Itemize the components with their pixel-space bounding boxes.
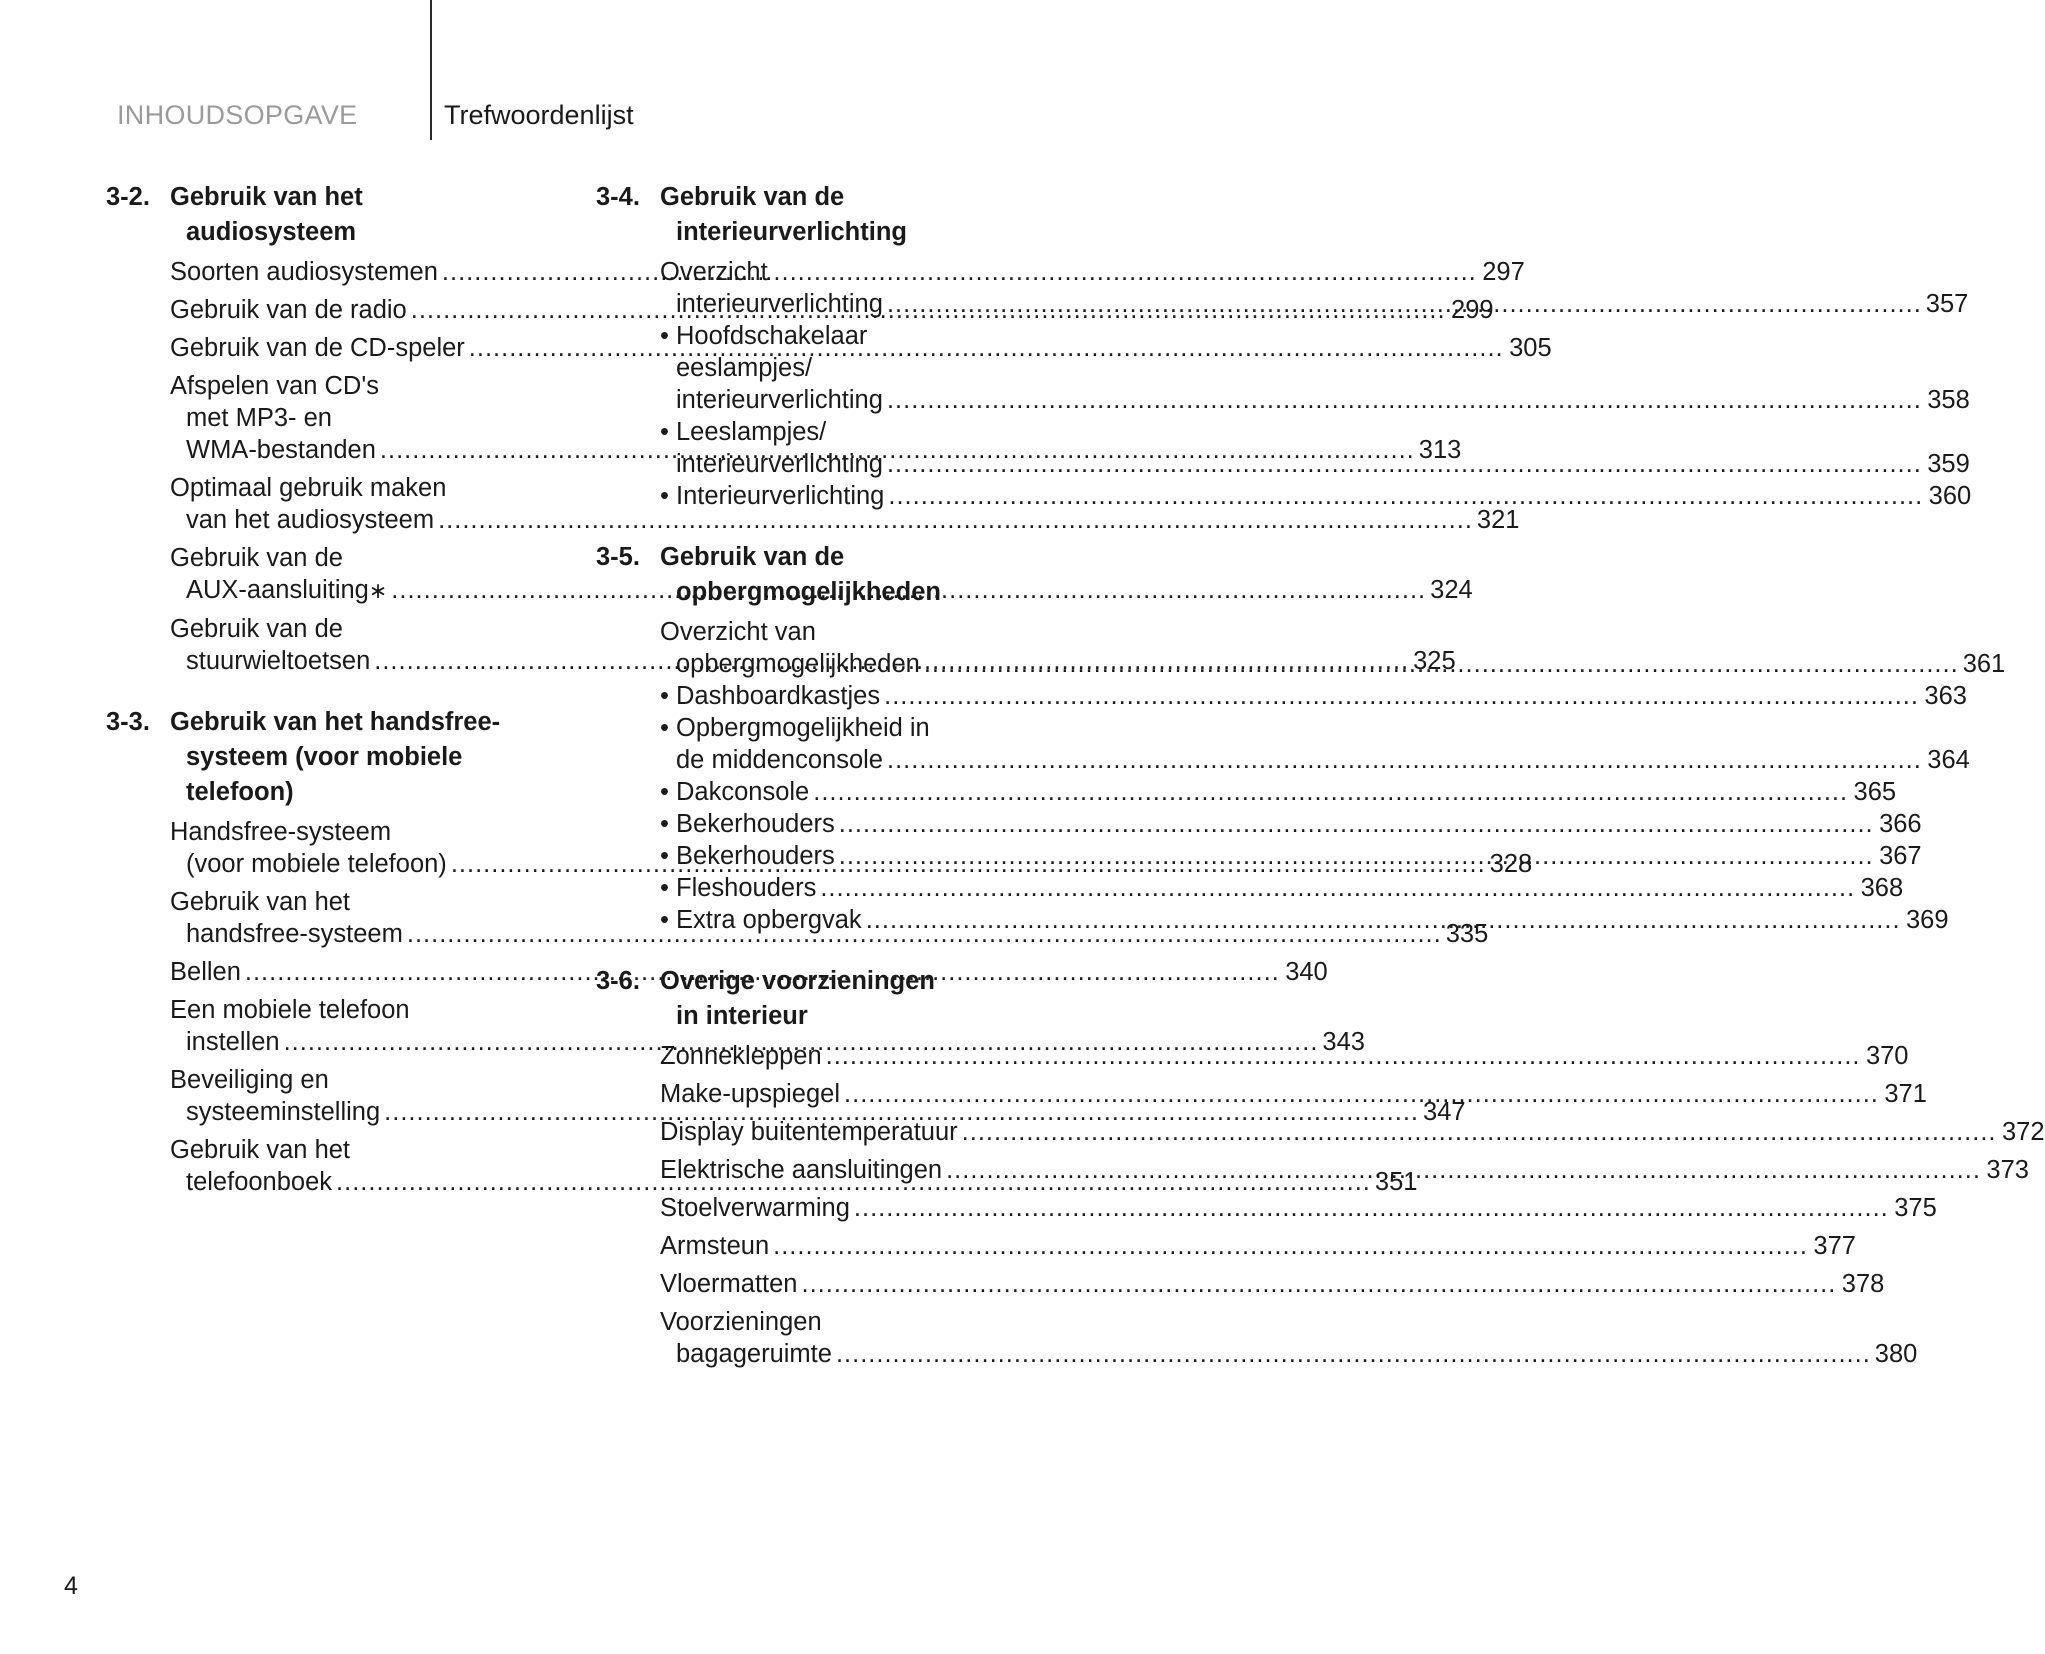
toc-entry[interactable]: Overzicht van opbergmogelijkheden..... 361 — [596, 616, 1041, 680]
toc-entry[interactable]: Optimaal gebruik maken van het audiosysteem..... 321 — [106, 472, 556, 536]
page-ref: 321 — [1476, 506, 1520, 534]
dot-leader — [946, 1154, 1981, 1186]
toc-entry[interactable]: Make-upspiegel ..... 371 — [596, 1078, 1041, 1110]
toc-entry[interactable]: Display buitentemperatuur ..... 372 — [596, 1116, 1041, 1148]
toc-entry[interactable]: Stoelverwarming ..... 375 — [596, 1192, 1041, 1224]
page-ref: 380 — [1874, 1340, 1918, 1368]
dot-leader — [888, 480, 1923, 512]
page-ref: 363 — [1924, 682, 1967, 710]
page-ref: 360 — [1928, 482, 1972, 510]
section-number: 3-3. — [106, 708, 150, 736]
page-ref: 343 — [1322, 1028, 1365, 1056]
toc-bullet-entry[interactable]: • Hoofdschakelaar eeslampjes/ interieurverlichting ..... 358 — [596, 320, 1041, 416]
page-ref: 324 — [1430, 576, 1473, 604]
toc-entry[interactable]: Gebruik van de CD-speler ..... 305 — [106, 332, 556, 364]
page-ref: 351 — [1374, 1168, 1418, 1196]
section-number: 3-2. — [106, 183, 150, 211]
toc-bullet-entry[interactable]: • Dakconsole ..... 365 — [596, 776, 1041, 808]
page-ref: 370 — [1865, 1042, 1909, 1070]
dot-leader — [802, 1268, 1837, 1300]
toc-entry[interactable]: Zonnekleppen ..... 370 — [596, 1040, 1041, 1072]
page-ref: 367 — [1879, 842, 1922, 870]
page-ref: 365 — [1853, 778, 1897, 806]
page-ref: 305 — [1509, 334, 1552, 362]
toc-entry[interactable]: Beveiliging en systeeminstelling..... 347 — [106, 1064, 556, 1128]
page-ref: 378 — [1841, 1270, 1885, 1298]
page-ref: 364 — [1927, 746, 1970, 774]
bullet-icon: • — [660, 810, 669, 838]
page-number: 4 — [64, 1572, 78, 1600]
bullet-icon: • — [660, 906, 669, 934]
asterisk-icon: ∗ — [368, 578, 388, 603]
section-title-line: telefoon) — [186, 778, 294, 806]
section-heading-3-4 — [596, 180, 1041, 250]
tab-keyword-index[interactable]: Trefwoordenlijst — [444, 100, 634, 130]
page-ref: 373 — [1986, 1156, 2029, 1184]
page-ref: 369 — [1905, 906, 1949, 934]
dot-leader — [839, 840, 1874, 872]
section-heading-3-3 — [106, 705, 556, 810]
page-ref: 299 — [1451, 296, 1494, 324]
tab-table-of-contents[interactable]: INHOUDSOPGAVE — [117, 100, 358, 130]
toc-entry[interactable]: Afspelen van CD's met MP3- en WMA-bestanden..... 313 — [106, 370, 556, 466]
toc-entry[interactable]: Handsfree-systeem (voor mobiele telefoon)..... 328 — [106, 816, 556, 880]
toc-entry[interactable]: Gebruik van het handsfree-systeem..... 335 — [106, 886, 556, 950]
dot-leader — [826, 1040, 1861, 1072]
dot-leader — [887, 448, 1922, 480]
bullet-icon: • — [660, 778, 669, 806]
section-title-line: opbergmogelijkheden — [676, 578, 941, 606]
page-ref: 297 — [1482, 258, 1525, 286]
toc-bullet-entry[interactable]: • Opbergmogelijkheid in de middenconsole ..... 364 — [596, 712, 1041, 776]
dot-leader — [773, 1230, 1808, 1262]
toc-entry[interactable]: Gebruik van de radio ..... 299 — [106, 294, 556, 326]
section-title-line: systeem (voor mobiele — [186, 743, 463, 771]
section-title-line: Gebruik van het — [170, 183, 363, 211]
toc-entry[interactable]: Elektrische aansluitingen ..... 373 — [596, 1154, 1041, 1186]
page-ref: 313 — [1418, 436, 1462, 464]
dot-leader — [887, 744, 1922, 776]
page-ref: 371 — [1884, 1080, 1927, 1108]
toc-entry[interactable]: Bellen ..... 340 — [106, 956, 556, 988]
page-ref: 325 — [1413, 647, 1456, 675]
dot-leader — [924, 650, 1959, 678]
page-ref: 372 — [2001, 1118, 2045, 1146]
page-ref: 366 — [1879, 810, 1922, 838]
dot-leader — [839, 808, 1874, 840]
toc-entry[interactable]: Gebruik van het telefoonboek..... 351 — [106, 1134, 556, 1198]
toc-entry[interactable]: Overzicht interieurverlichting..... 357 — [596, 256, 1041, 320]
page-ref: 340 — [1285, 958, 1328, 986]
section-title-line: Gebruik van de — [660, 543, 845, 571]
section-number: 3-4. — [596, 183, 640, 211]
dot-leader — [836, 1340, 1871, 1368]
toc-entry[interactable]: Gebruik van de AUX-aansluiting∗..... 324 — [106, 542, 556, 607]
page-ref: 335 — [1445, 920, 1489, 948]
bullet-icon: • — [660, 842, 669, 870]
toc-bullet-entry[interactable]: • Dashboardkastjes ..... 363 — [596, 680, 1041, 712]
toc-entry[interactable]: Voorzieningen bagageruimte..... 380 — [596, 1306, 1041, 1370]
dot-leader — [820, 872, 1855, 904]
bullet-icon: • — [660, 482, 669, 510]
header-divider — [430, 0, 432, 140]
section-heading-3-6 — [596, 964, 1041, 1034]
bullet-icon: • — [660, 322, 669, 350]
toc-entry[interactable]: Armsteun ..... 377 — [596, 1230, 1041, 1262]
bullet-icon: • — [660, 714, 669, 742]
section-title-line: in interieur — [676, 1002, 808, 1030]
page-ref: 347 — [1423, 1098, 1466, 1126]
toc-entry[interactable]: Gebruik van de stuurwieltoetsen..... 325 — [106, 613, 556, 677]
dot-leader — [844, 1078, 1879, 1110]
dot-leader — [813, 776, 1848, 808]
section-title-line: Overige voorzieningen — [660, 967, 935, 995]
bullet-icon: • — [660, 682, 669, 710]
section-heading-3-5 — [596, 540, 1041, 610]
toc-bullet-entry[interactable]: • Leeslampjes/ interieurverlichting ..... 359 — [596, 416, 1041, 480]
section-title-line: interieurverlichting — [676, 218, 907, 246]
dot-leader — [887, 290, 1922, 318]
toc-bullet-entry[interactable]: • Bekerhouders ..... 367 — [596, 840, 1041, 872]
page-ref: 361 — [1962, 650, 2006, 678]
dot-leader — [866, 904, 1901, 936]
dot-leader — [854, 1192, 1889, 1224]
toc-bullet-entry[interactable]: • Interieurverlichting ..... 360 — [596, 480, 1041, 512]
bullet-icon: • — [660, 418, 669, 446]
toc-bullet-entry[interactable]: • Extra opbergvak ..... 369 — [596, 904, 1041, 936]
section-number: 3-6. — [596, 967, 640, 995]
dot-leader — [884, 680, 1919, 712]
toc-entry[interactable]: Een mobiele telefoon instellen..... 343 — [106, 994, 556, 1058]
page-ref: 359 — [1927, 450, 1970, 478]
page-ref: 368 — [1860, 874, 1904, 902]
page-ref: 328 — [1489, 850, 1533, 878]
section-title-line: Gebruik van de — [660, 183, 845, 211]
page-ref: 357 — [1925, 290, 1969, 318]
dot-leader — [962, 1116, 1997, 1148]
toc-entry[interactable]: Soorten audiosystemen ..... 297 — [106, 256, 556, 288]
dot-leader — [887, 384, 1922, 416]
bullet-icon: • — [660, 874, 669, 902]
section-number: 3-5. — [596, 543, 640, 571]
section-title-line: Gebruik van het handsfree- — [170, 708, 501, 736]
page-ref: 358 — [1927, 386, 1970, 414]
section-heading-3-2 — [106, 180, 556, 250]
toc-bullet-entry[interactable]: • Fleshouders ..... 368 — [596, 872, 1041, 904]
toc-bullet-entry[interactable]: • Bekerhouders ..... 366 — [596, 808, 1041, 840]
section-title-line: audiosysteem — [186, 218, 357, 246]
toc-entry[interactable]: Vloermatten ..... 378 — [596, 1268, 1041, 1300]
page-ref: 375 — [1894, 1194, 1937, 1222]
page-ref: 377 — [1813, 1232, 1856, 1260]
